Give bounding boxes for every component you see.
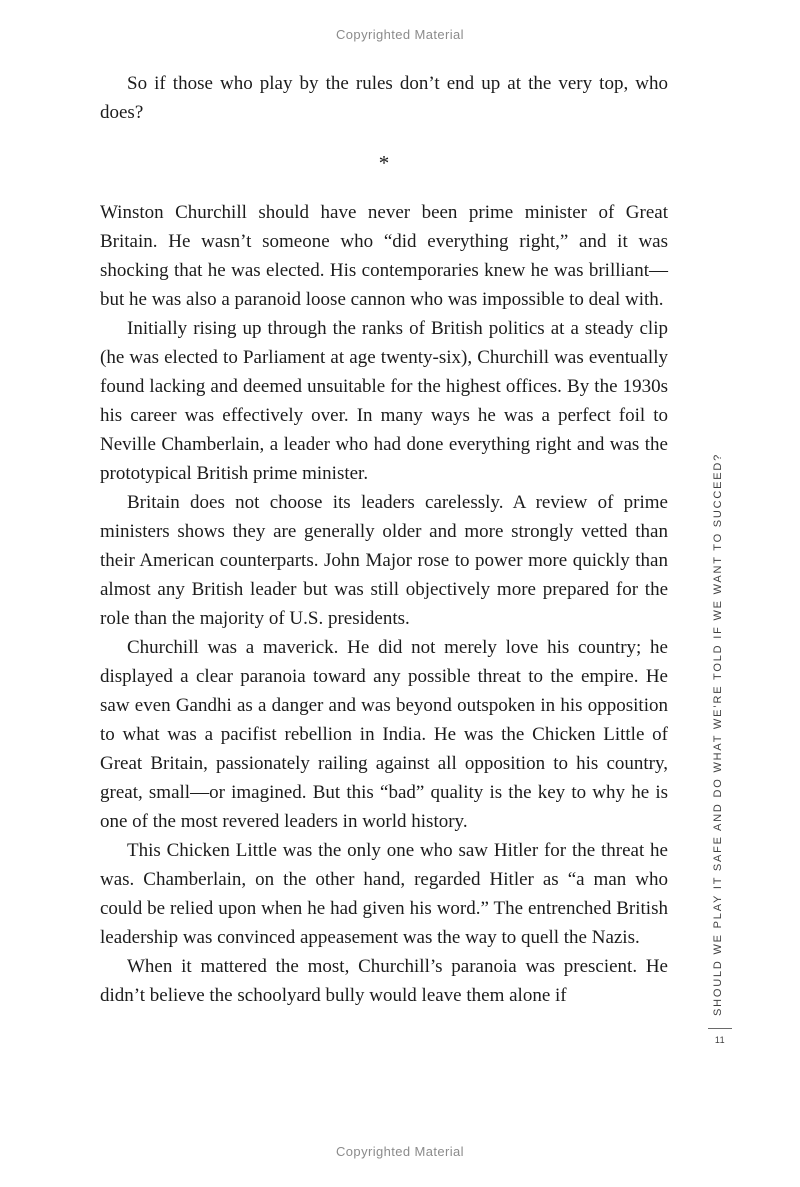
paragraph-3: Initially rising up through the ranks of British politics at a steady clip (he was elected to Parliament at age twenty-six), Churchill was eventually found lacking and deemed unsuitable for the highest offices. By the 1930s his career was effectively over. In many ways he was a perfect foil to Neville Chamberlain, a leader who had done everything right and was the prototypical British prime minister. [100, 318, 668, 484]
page-text-block [100, 69, 668, 1010]
page-number: 11 [714, 1035, 726, 1045]
section-break-asterisk: * [378, 151, 390, 175]
copyright-notice-bottom: Copyrighted Material [336, 1144, 464, 1159]
paragraph-5: Churchill was a maverick. He did not merely love his country; he displayed a clear paranoia toward any possible threat to the empire. He saw even Gandhi as a danger and was beyond outspoken in his opposition to what was a pacifist rebellion in India. He was the Chicken Little of Great Britain, passionately railing against all opposition to his country, great, small—or imagined. But this “bad” quality is the key to why he is one of the most revered leaders in world history. [100, 637, 668, 832]
paragraph-2: Winston Churchill should have never been prime minister of Great Britain. He wasn’t someone who “did everything right,” and it was shocking that he was elected. His contemporaries knew he was brilliant—but he was also a paranoid loose cannon who was impossible to deal with. [100, 202, 668, 310]
paragraph-6: This Chicken Little was the only one who saw Hitler for the threat he was. Chamberlain, on the other hand, regarded Hitler as “a man who could be relied upon when he had given his word.” The entrenched British leadership was convinced appeasement was the way to quell the Nazis. [100, 840, 668, 948]
paragraph-7: When it mattered the most, Churchill’s paranoia was prescient. He didn’t believe the schoolyard bully would leave them alone if [100, 956, 668, 1006]
paragraph-4: Britain does not choose its leaders carelessly. A review of prime ministers shows they are generally older and more strongly vetted than their American counterparts. John Major rose to power more quickly than almost any British leader but was still objectively more prepared for the role than the majority of U.S. presidents. [100, 492, 668, 629]
page-number-block [704, 1028, 736, 1045]
running-sidebar-title: SHOULD WE PLAY IT SAFE AND DO WHAT WE’RE TOLD IF WE WANT TO SUCCEED? [712, 452, 724, 1016]
copyright-notice-top: Copyrighted Material [336, 27, 464, 42]
page-number-rule [708, 1028, 732, 1029]
paragraph-1: So if those who play by the rules don’t end up at the very top, who does? [100, 73, 668, 123]
